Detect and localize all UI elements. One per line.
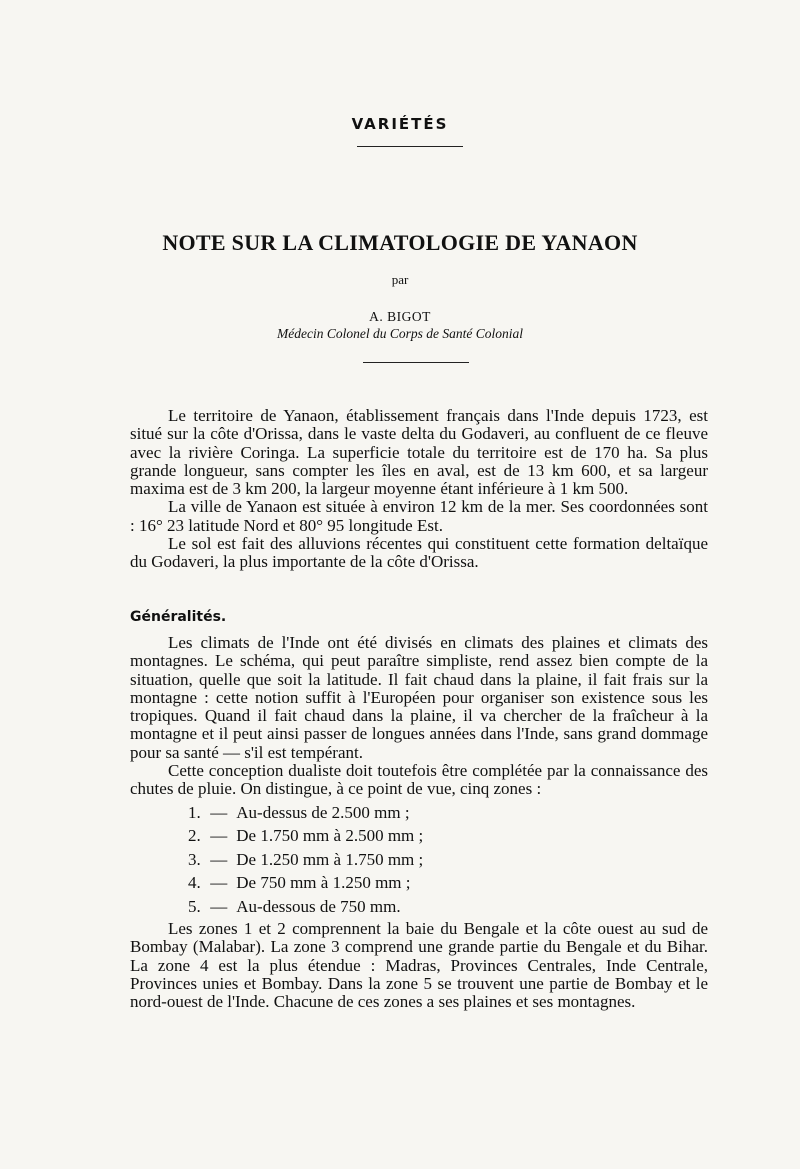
general-section <box>130 634 708 1012</box>
subheading: Généralités. <box>130 609 227 625</box>
intro-section <box>130 407 708 572</box>
article-title: NOTE SUR LA CLIMATOLOGIE DE YANAON <box>162 230 638 255</box>
divider-rule <box>363 362 469 363</box>
list-item: 1. — Au-dessus de 2.500 mm ; <box>188 802 410 822</box>
author-affiliation: Médecin Colonel du Corps de Santé Colonial <box>277 326 523 341</box>
list-item: 5. — Au-dessous de 750 mm. <box>188 896 401 916</box>
paragraph: Le territoire de Yanaon, établissement français dans l'Inde depuis 1723, est situé sur la côte d'Orissa, dans le vaste delta du Godaveri, au confluent de ce fleuve avec la rivière Coringa. La superficie totale du territoire est de 170 ha. Sa plus grande longueur, sans compter les îles en aval, est de 13 km 600, et sa largeur maxima est de 3 km 200, la largeur moyenne étant inférieure à 1 km 500. <box>130 406 708 499</box>
list-item: 3. — De 1.250 mm à 1.750 mm ; <box>188 849 424 869</box>
paragraph: Le sol est fait des alluvions récentes qui constituent cette formation deltaïque du Godaveri, la plus importante de la côte d'Orissa. <box>130 534 708 572</box>
paragraph: Les zones 1 et 2 comprennent la baie du Bengale et la côte ouest au sud de Bombay (Malabar). La zone 3 comprend une grande partie du Bengale et du Bihar. La zone 4 est la plus étendue : Madras, Provinces Centrales, Inde Centrale, Provinces unies et Bombay. Dans la zone 5 se trouvent une partie de Bombay et le nord-ouest de l'Inde. Chacune de ces zones a ses plaines et ses montagnes. <box>130 919 708 1012</box>
author-name: A. BIGOT <box>369 309 431 324</box>
byline-label: par <box>391 272 409 287</box>
divider-rule <box>357 146 463 147</box>
zones-list <box>130 801 708 919</box>
list-item: 4. — De 750 mm à 1.250 mm ; <box>188 873 411 893</box>
paragraph: Les climats de l'Inde ont été divisés en climats des plaines et climats des montagnes. Le schéma, qui peut paraître simpliste, rend assez bien compte de la situation, quelle que soit la latitude. Il fait chaud dans la plaine, il fait frais sur la montagne : cette notion suffit à l'Européen pour organiser son existence sous les tropiques. Quand il fait chaud dans la plaine, il va chercher de la fraîcheur à la montagne et il peut ainsi passer de longues années dans l'Inde, sans grand dommage pour sa santé — s'il est tempérant. <box>130 633 708 762</box>
section-heading: VARIÉTÉS <box>351 115 449 133</box>
paragraph: Cette conception dualiste doit toutefois être complétée par la connaissance des chutes de pluie. On distingue, à ce point de vue, cinq zones : <box>130 761 708 799</box>
list-item: 2. — De 1.750 mm à 2.500 mm ; <box>188 826 424 846</box>
paragraph: La ville de Yanaon est située à environ 12 km de la mer. Ses coordonnées sont : 16° 23 latitude Nord et 80° 95 longitude Est. <box>130 497 708 535</box>
